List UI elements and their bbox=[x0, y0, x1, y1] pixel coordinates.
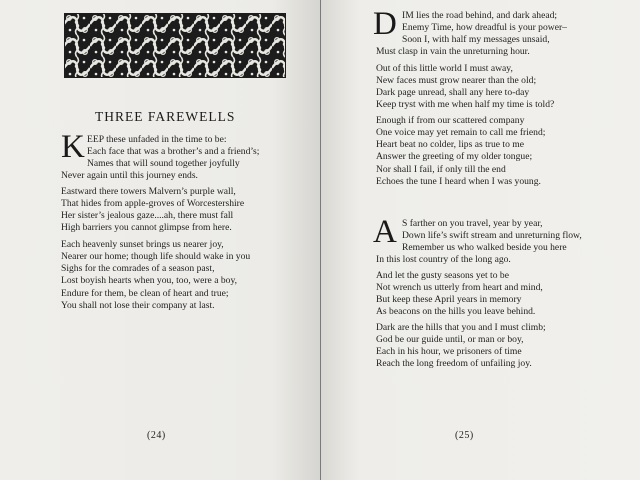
verse-line: Eastward there towers Malvern’s purple wall, bbox=[61, 186, 236, 197]
verse-line: Each in his hour, we prisoners of time bbox=[376, 346, 522, 358]
verse-line: Out of this little world I must away, bbox=[376, 63, 513, 74]
right-page bbox=[321, 0, 640, 480]
stanza bbox=[376, 10, 567, 59]
verse-line: Not wrench us utterly from heart and mind, bbox=[376, 282, 543, 294]
drop-cap: A bbox=[373, 214, 397, 250]
verse-line: New faces must grow nearer than the old; bbox=[376, 75, 537, 87]
verse-line: Reach the long freedom of unfailing joy. bbox=[376, 358, 532, 370]
verse-line: Dark page unread, shall any here to-day bbox=[376, 87, 530, 99]
stanza bbox=[376, 270, 543, 319]
drop-cap: K bbox=[61, 129, 85, 165]
stanza bbox=[61, 134, 259, 183]
verse-line: Names that will sound together joyfully bbox=[87, 158, 240, 170]
verse-line: As beacons on the hills you leave behind. bbox=[376, 306, 536, 318]
verse-line: Echoes the tune I heard when I was young. bbox=[376, 175, 541, 187]
verse-line: God be our guide until, or man or boy, bbox=[376, 334, 524, 346]
verse-line: Her sister’s jealous gaze....ah, there must fall bbox=[61, 210, 234, 222]
verse-line: That hides from apple-groves of Worcestershire bbox=[61, 198, 245, 210]
verse-line: Keep tryst with me when half my time is told? bbox=[376, 99, 555, 111]
page-number: (24) bbox=[147, 430, 166, 441]
stanza bbox=[376, 218, 582, 267]
verse-line: But keep these April years in memory bbox=[376, 294, 522, 306]
drop-cap: D bbox=[373, 6, 397, 42]
verse-line: Sighs for the comrades of a season past, bbox=[61, 263, 215, 275]
verse-line: One voice may yet remain to call me friend; bbox=[376, 127, 546, 139]
stanza bbox=[376, 322, 546, 371]
stanza bbox=[376, 115, 545, 188]
verse-line: Heart beat no colder, lips as true to me bbox=[376, 139, 525, 151]
verse-line: Each face that was a brother’s and a friend’s; bbox=[87, 146, 260, 158]
verse-line: Endure for them, be clean of heart and true; bbox=[61, 287, 229, 299]
verse-line: Lost boyish hearts when you, too, were a boy, bbox=[61, 275, 238, 287]
verse-line: In this lost country of the long ago. bbox=[376, 254, 511, 266]
verse-line: And let the gusty seasons yet to be bbox=[376, 270, 509, 281]
verse-line: Never again until this journey ends. bbox=[61, 170, 198, 182]
verse-line: Nor shall I fail, if only till the end bbox=[376, 163, 506, 175]
verse-line: Enemy Time, how dreadful is your power– bbox=[402, 22, 567, 34]
verse-line: Each heavenly sunset brings us nearer joy, bbox=[61, 239, 224, 250]
verse-line: High barriers you cannot glimpse from here. bbox=[61, 222, 232, 234]
verse-line: Soon I, with half my messages unsaid, bbox=[402, 34, 550, 46]
poem-title: THREE FAREWELLS bbox=[95, 109, 236, 124]
verse-line: Dark are the hills that you and I must climb; bbox=[376, 322, 546, 333]
verse-line: Remember us who walked beside you here bbox=[402, 242, 567, 254]
stanza bbox=[61, 186, 244, 235]
stanza bbox=[61, 239, 250, 312]
verse-line: Answer the greeting of my older tongue; bbox=[376, 151, 533, 163]
verse-line: Must clasp in vain the unreturning hour. bbox=[376, 46, 530, 58]
decorative-headpiece bbox=[64, 13, 286, 78]
verse-line: Enough if from our scattered company bbox=[376, 115, 525, 126]
verse-line: Down life’s swift stream and unreturning flow, bbox=[402, 230, 582, 242]
verse-line: S farther on you travel, year by year, bbox=[402, 218, 543, 229]
verse-line: EEP these unfaded in the time to be: bbox=[87, 134, 227, 145]
stanza bbox=[376, 63, 554, 112]
verse-line: IM lies the road behind, and dark ahead; bbox=[402, 10, 558, 21]
verse-line: You shall not lose their company at last. bbox=[61, 299, 215, 311]
verse-line: Nearer our home; though life should wake in you bbox=[61, 251, 251, 263]
page-number: (25) bbox=[455, 430, 474, 441]
